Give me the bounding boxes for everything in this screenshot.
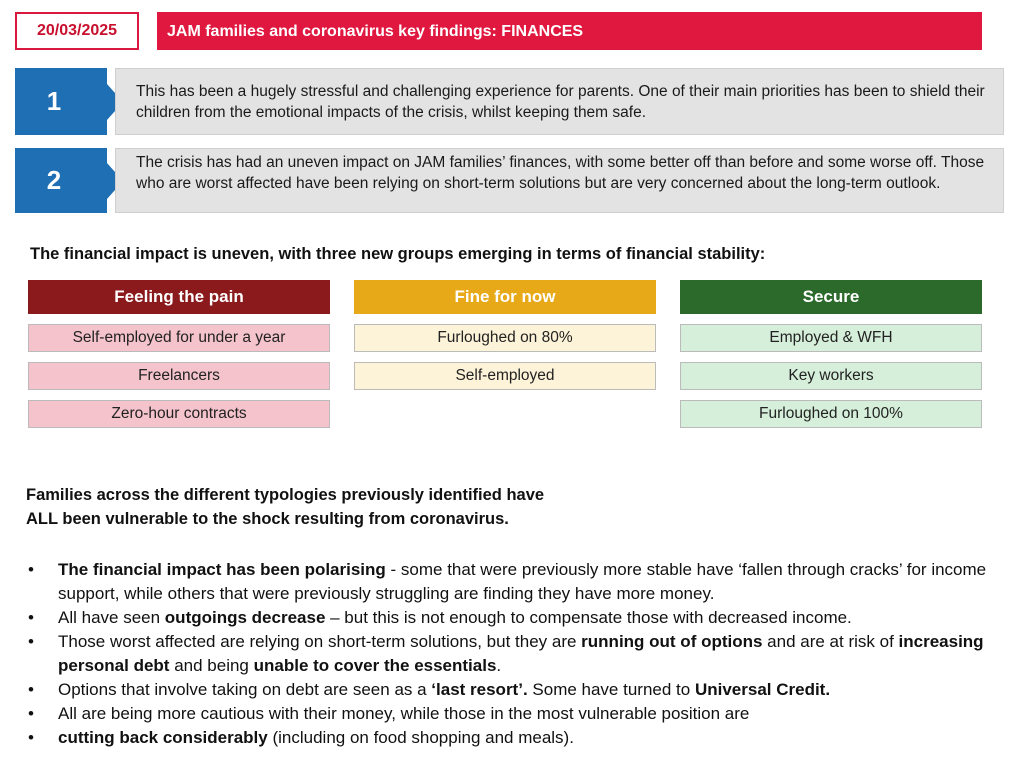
bullet-text: and are at risk of [762,632,899,651]
group-header: Fine for now [354,280,656,314]
finding-2-text: The crisis has had an uneven impact on JAM families’ finances, with some better off than before and some worse off. Those who are worst affected have been relying on short-term solutions but are very concerned about the long-term outlook. [115,148,1004,213]
bullet-item [26,702,1006,726]
bullet-bold: increasing personal debt [58,632,984,675]
bullet-text: Those worst affected are relying on short-term solutions, but they are [58,632,582,651]
finding-2-number: 2 [15,148,107,213]
summary-statement [26,483,544,531]
group-item: Furloughed on 80% [354,324,656,352]
bullet-text: . [496,656,502,675]
finding-2 [15,148,1004,213]
bullet-bold: unable to cover the essentials [253,656,497,675]
bullet-text: Some have turned to [527,680,695,699]
bullet-item [26,606,1006,630]
group-header: Secure [680,280,982,314]
group-item: Self-employed [354,362,656,390]
group-secure [680,280,982,438]
group-item: Freelancers [28,362,330,390]
summary-line-1: Families across the different typologies previously identified have [26,486,545,504]
bullet-bold: outgoings decrease [164,608,326,627]
bullet-text: - some that were previously more stable have ‘fallen through cracks’ for income support, while others that were previously struggling are finding they have more money. [58,560,987,603]
bullet-item [26,726,1006,750]
page-title-text: JAM families and coronavirus key findings: FINANCES [167,23,584,40]
group-feeling-the-pain [28,280,330,438]
date-label [15,12,139,50]
finding-1 [15,68,1004,135]
bullet-text: Options that involve taking on debt are seen as a [58,680,432,699]
findings-bullet-list [26,558,1006,750]
group-item: Zero-hour contracts [28,400,330,428]
group-header: Feeling the pain [28,280,330,314]
group-item: Key workers [680,362,982,390]
bullet-text: All are being more cautious with their money, while those in the most vulnerable position are [58,704,750,723]
bullet-bold: Universal Credit. [694,680,831,699]
group-item: Self-employed for under a year [28,324,330,352]
bullet-text: All have seen [58,608,165,627]
bullet-item [26,630,1006,678]
bullet-bold: The financial impact has been polarising [58,560,386,579]
date-text: 20/03/2025 [36,22,118,39]
finding-1-number: 1 [15,68,107,135]
group-fine-for-now [354,280,656,400]
finding-1-text: This has been a hugely stressful and challenging experience for parents. One of their main priorities has been to shield their children from the emotional impacts of the crisis, whilst keeping them safe. [115,68,1004,135]
bullet-bold: running out of options [581,632,763,651]
bullet-text: – but this is not enough to compensate those with decreased income. [325,608,852,627]
bullet-bold: ‘last resort’. [431,680,528,699]
page-title [157,12,982,50]
bullet-text: (including on food shopping and meals). [267,728,574,747]
group-item: Furloughed on 100% [680,400,982,428]
bullet-text: and being [169,656,254,675]
bullet-item [26,678,1006,702]
summary-line-2: ALL been vulnerable to the shock resulting from coronavirus. [26,510,509,528]
group-item: Employed & WFH [680,324,982,352]
bullet-bold: cutting back considerably [58,728,268,747]
bullet-item [26,558,1006,606]
groups-intro: The financial impact is uneven, with three new groups emerging in terms of financial stability: [30,245,766,263]
